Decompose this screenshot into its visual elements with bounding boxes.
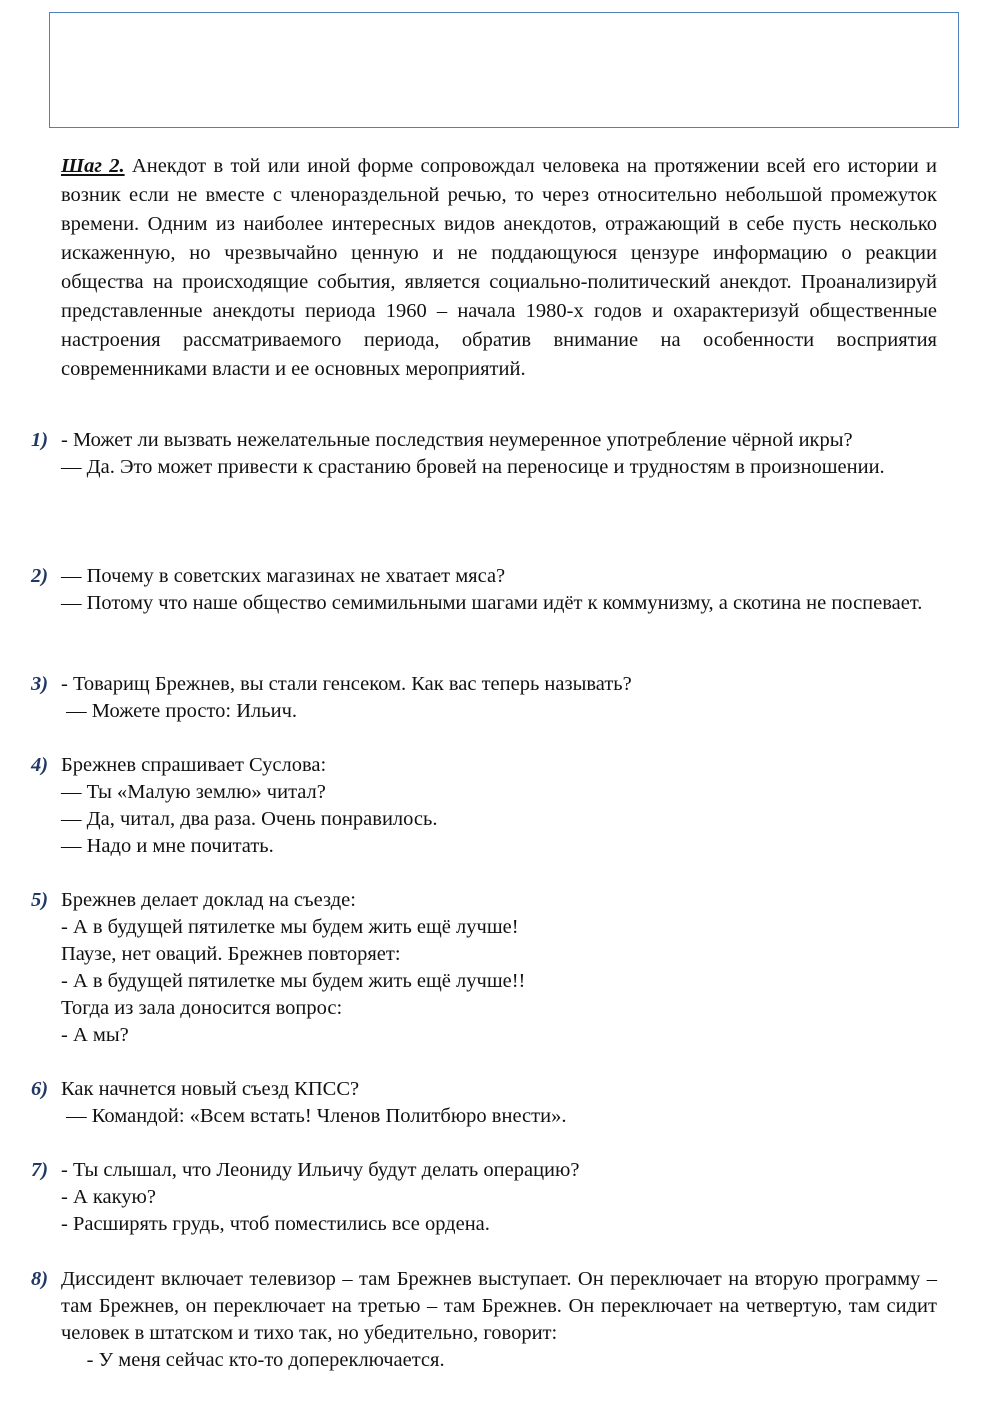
joke-3: [31, 671, 937, 725]
joke-line: Тогда из зала доносится вопрос:: [61, 997, 343, 1019]
joke-number: 3): [31, 673, 49, 695]
joke-line: Паузе, нет оваций. Брежнев повторяет:: [61, 943, 401, 965]
joke-line: - У меня сейчас кто-то допереключается.: [61, 1349, 445, 1371]
joke-line: — Командой: «Всем встать! Членов Политбюро внести».: [61, 1105, 567, 1127]
joke-number: 2): [31, 565, 49, 587]
joke-6: [31, 1076, 937, 1130]
joke-5: [31, 887, 937, 1049]
joke-number: 5): [31, 889, 49, 911]
intro-text: Анекдот в той или иной форме сопровождал человека на протяжении всей его истории и возник если не вместе с членораздельной речью, то через относительно небольшой промежуток времени. Одним из наиболее интересных видов анекдотов, отражающий в себе пусть несколько искаженную, но чрезвычайно ценную и не поддающуюся цензуре информацию о реакции общества на происходящие события, является социально-политический анекдот. Проанализируй представленные анекдоты периода 1960 – начала 1980-х годов и охарактеризуй общественные настроения рассматриваемого периода, обратив внимание на особенности восприятия современниками власти и ее основных мероприятий.: [61, 155, 937, 380]
joke-number: 8): [31, 1268, 49, 1290]
step-label: Шаг 2.: [61, 155, 125, 177]
joke-line: Брежнев делает доклад на съезде:: [61, 889, 356, 911]
joke-7: [31, 1157, 937, 1238]
joke-4: [31, 752, 937, 860]
joke-number: 4): [31, 754, 49, 776]
joke-2: [31, 563, 937, 617]
joke-number: 6): [31, 1078, 49, 1100]
joke-number: 1): [31, 429, 49, 451]
joke-1: [31, 427, 937, 481]
joke-line: - А какую?: [61, 1186, 156, 1208]
answer-box[interactable]: [49, 12, 959, 128]
joke-8: [31, 1266, 943, 1374]
joke-line: - А мы?: [61, 1024, 129, 1046]
joke-line: - Товарищ Брежнев, вы стали генсеком. Как вас теперь называть?: [61, 673, 632, 695]
joke-line: — Почему в советских магазинах не хватает мяса?: [61, 565, 506, 587]
joke-line: — Да. Это может привести к срастанию бровей на переносице и трудностям в произношении.: [61, 456, 885, 478]
joke-line: — Можете просто: Ильич.: [61, 700, 298, 722]
joke-line: Как начнется новый съезд КПСС?: [61, 1078, 360, 1100]
joke-line: - Расширять грудь, чтоб поместились все ордена.: [61, 1213, 490, 1235]
joke-line: - А в будущей пятилетке мы будем жить ещё лучше!: [61, 916, 519, 938]
joke-line: — Надо и мне почитать.: [61, 835, 274, 857]
joke-line: - Может ли вызвать нежелательные последствия неумеренное употребление чёрной икры?: [61, 429, 853, 451]
joke-line: — Ты «Малую землю» читал?: [61, 781, 326, 803]
joke-line: - Ты слышал, что Леониду Ильичу будут делать операцию?: [61, 1159, 580, 1181]
joke-line: — Да, читал, два раза. Очень понравилось.: [61, 808, 438, 830]
joke-line: Брежнев спрашивает Суслова:: [61, 754, 327, 776]
joke-line: — Потому что наше общество семимильными шагами идёт к коммунизму, а скотина не поспевает.: [61, 592, 923, 614]
joke-number: 7): [31, 1159, 49, 1181]
intro-paragraph: [61, 152, 937, 384]
joke-line: Диссидент включает телевизор – там Брежнев выступает. Он переключает на вторую программу – там Брежнев, он переключает на третью – там Брежнев. Он переключает на четвертую, там сидит человек в штатском и тихо так, но убедительно, говорит:: [61, 1268, 943, 1344]
joke-line: - А в будущей пятилетке мы будем жить ещё лучше!!: [61, 970, 526, 992]
